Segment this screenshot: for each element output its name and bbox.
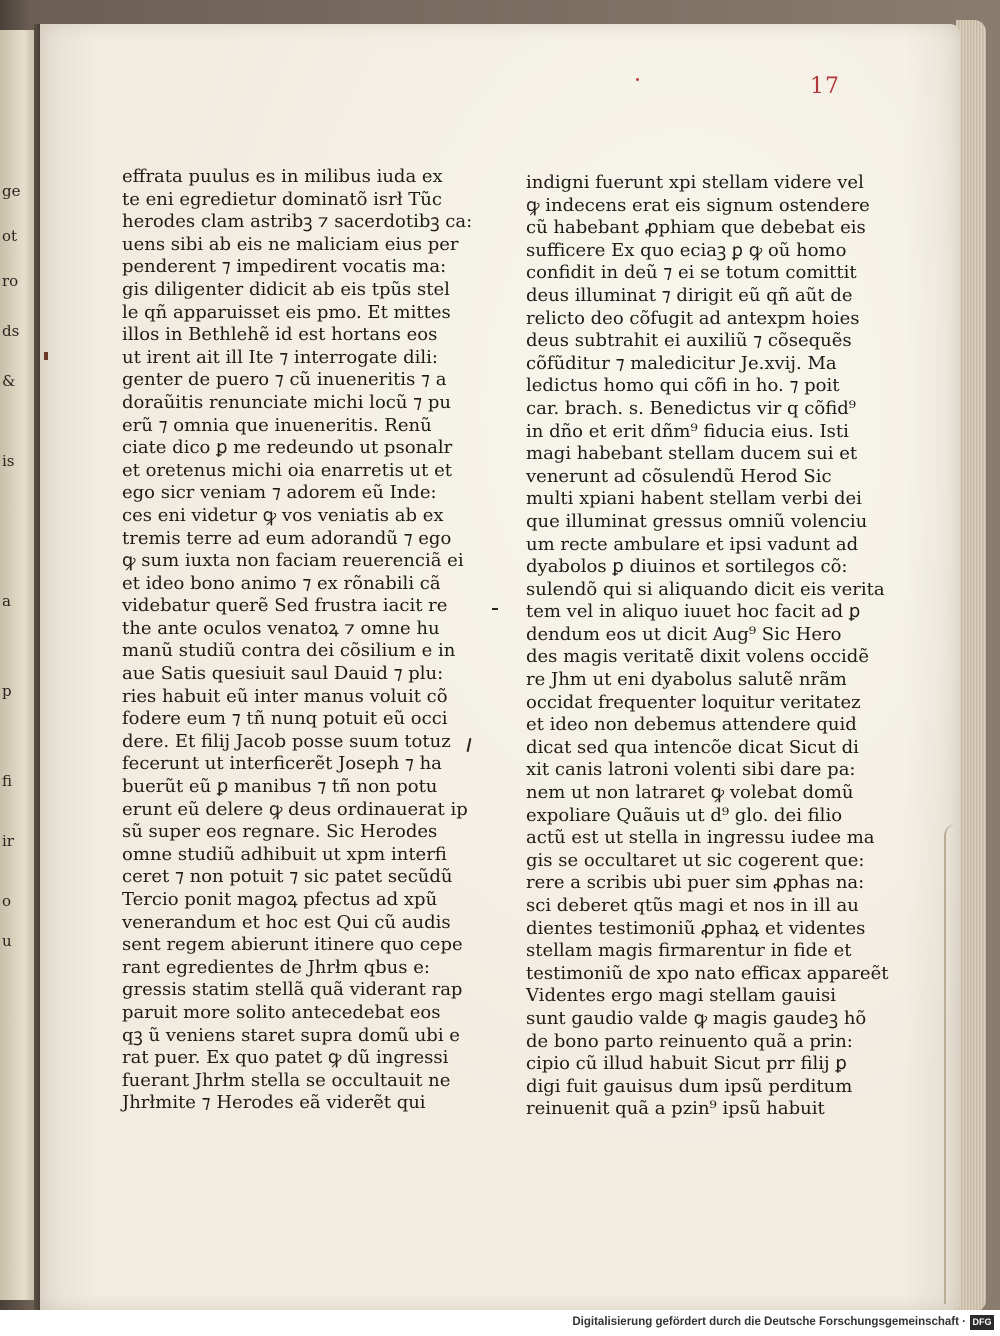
text-line: genter de puero ⁊ cũ inueneritis ⁊ a <box>122 369 447 391</box>
text-line: deus illuminat ⁊ dirigit eũ qñ aũt de <box>526 284 853 306</box>
text-line: ces eni videtur ꝙ vos veniatis ab ex <box>122 504 444 526</box>
ink-fleck <box>492 608 498 610</box>
text-line: rat puer. Ex quo patet ꝙ dũ ingressi <box>122 1047 449 1069</box>
text-line: tem vel in aliquo iuuet hoc facit ad ꝑ <box>526 601 861 623</box>
facing-page-fragment: ro <box>2 272 19 290</box>
facing-page-fragment: u <box>2 932 12 950</box>
text-line: que illuminat gressus omniũ volenciu <box>526 510 868 532</box>
text-line: dyabolos ꝑ diuinos et sortilegos cõ: <box>526 556 848 578</box>
text-line: fecerunt ut interficerẽt Joseph ⁊ ha <box>122 753 442 775</box>
text-line: rere a scribis ubi puer sim ꝓphas na: <box>526 872 865 894</box>
text-line: deus subtrahit ei auxiliũ ⁊ cõsequẽs <box>526 330 852 352</box>
text-line: fuerant Jhrłm stella se occultauit ne <box>122 1069 451 1091</box>
text-line: ledictus homo qui cõfi in ho. ⁊ poit <box>526 375 840 397</box>
text-line: aue Satis quesiuit saul Dauid ⁊ plu: <box>122 663 444 685</box>
text-line: sulendõ qui si aliquando dicit eis verita <box>526 578 885 600</box>
page-fold-corner <box>944 824 960 1304</box>
rubric-mark <box>636 78 639 81</box>
text-line: the ante oculos venatoꝝ ⁊ omne hu <box>122 617 440 639</box>
text-line: sci deberet qtũs magi et nos in ill au <box>526 895 859 916</box>
footer-bar <box>0 1310 1000 1336</box>
text-line: um recte ambulare et ipsi vadunt ad <box>526 533 859 555</box>
text-line: sent regem abierunt itinere quo cepe <box>122 934 463 956</box>
facing-page-fragment: fi <box>2 772 13 790</box>
text-line: dientes testimoniũ ꝓphaꝝ et videntes <box>526 917 866 939</box>
text-line: erũ ⁊ omnia que inueneritis. Renũ <box>122 414 432 436</box>
facing-page-fragment: p <box>2 682 12 700</box>
text-line: car. brach. s. Benedictus vir q cõfid⁹ <box>526 397 856 419</box>
text-line: ego sicr veniam ⁊ adorem eũ Inde: <box>122 482 437 504</box>
text-line: confidit in deũ ⁊ ei se totum comittit <box>526 262 857 284</box>
ink-fleck <box>44 352 48 360</box>
text-line: sufficere Ex quo eciaꝫ ꝑ ꝙ oũ homo <box>526 239 847 261</box>
funding-notice: Digitalisierung gefördert durch die Deutsche Forschungsgemeinschaft · <box>572 1316 966 1328</box>
text-line: manũ studiũ contra dei cõsilium e in <box>122 640 456 662</box>
text-line: dicat sed qua intencõe dicat Sicut di <box>526 736 859 758</box>
facing-page-fragment: ir <box>2 832 14 850</box>
text-line: venerandum et hoc est Qui cũ audis <box>122 911 451 933</box>
text-line: occidat frequenter loquitur veritatez <box>526 691 861 713</box>
text-line: et ideo bono animo ⁊ ex rõnabili cã <box>122 572 441 594</box>
text-line: sunt gaudio valde ꝙ magis gaudeꝫ hõ <box>526 1007 867 1029</box>
text-line: cipio cũ illud habuit Sicut prr filij ꝑ <box>526 1053 847 1075</box>
text-line: buerũt eũ ꝑ manibus ⁊ tñ non potu <box>122 776 438 798</box>
text-line: Videntes ergo magi stellam gauisi <box>526 985 836 1007</box>
text-line: rant egredientes de Jhrłm qbus e: <box>122 956 430 978</box>
text-line: sũ super eos regnare. Sic Herodes <box>122 821 438 843</box>
facing-page-fragment: & <box>2 372 16 390</box>
text-line: actũ est ut stella in ingressu iudee ma <box>526 827 875 849</box>
facing-page-fragment: ds <box>2 322 20 340</box>
text-line: digi fuit gauisus dum ipsũ perditum <box>526 1075 853 1097</box>
text-line: penderent ⁊ impedirent vocatis ma: <box>122 256 447 278</box>
dfg-logo: DFG <box>970 1315 994 1330</box>
text-line: doraũitis renunciate michi locũ ⁊ pu <box>122 391 451 413</box>
text-line: gis diligenter didicit ab eis tpũs stel <box>122 278 450 300</box>
text-line: et oretenus michi oia enarretis ut et <box>122 459 452 481</box>
facing-page-fragment: is <box>2 452 15 470</box>
text-line: multi xpiani habent stellam verbi dei <box>526 488 862 510</box>
facing-page-fragment: a <box>2 592 11 610</box>
text-line: Tercio ponit magoꝝ pfectus ad xpũ <box>122 889 438 910</box>
text-line: de bono parto reinuento quã a prin: <box>526 1030 853 1052</box>
text-line: effrata puulus es in milibus iuda ex <box>122 166 443 187</box>
left-text-column <box>122 166 473 1115</box>
text-line: uens sibi ab eis ne maliciam eius per <box>122 233 459 255</box>
text-line: Jhrłmite ⁊ Herodes eã viderẽt qui <box>122 1092 426 1114</box>
facing-page-fragment: ot <box>2 227 18 245</box>
text-line: cõfũditur ⁊ maledicitur Je.xvij. Ma <box>526 352 837 374</box>
right-text-column <box>526 172 889 1121</box>
text-line: dere. Et filij Jacob posse suum totuz <box>122 730 451 752</box>
text-line: testimoniũ de xpo nato efficax appareẽt <box>526 962 889 984</box>
text-line: tremis terre ad eum adorandũ ⁊ ego <box>122 527 452 549</box>
text-line: reinuenit quã a pzin⁹ ipsũ habuit <box>526 1098 825 1120</box>
text-line: paruit more solito antecedebat eos <box>122 1001 441 1023</box>
text-line: expoliare Quãuis ut d⁹ glo. dei filio <box>526 804 843 826</box>
text-line: le qñ apparuisset eis pmo. Et mittes <box>122 301 451 323</box>
text-line: xit canis latroni volenti sibi dare pa: <box>526 759 856 781</box>
text-line: fodere eum ⁊ tñ nunq potuit eũ occi <box>122 708 448 730</box>
text-line: videbatur querẽ Sed frustra iacit re <box>122 595 448 617</box>
text-line: herodes clam astribꝫ ⁊ sacerdotibꝫ ca: <box>122 211 473 233</box>
text-line: ceret ⁊ non potuit ⁊ sic patet secũdũ <box>122 866 453 888</box>
text-line: stellam magis firmarentur in fide et <box>526 940 852 962</box>
text-line: ꝙ indecens erat eis signum ostendere <box>526 194 870 216</box>
text-line: relicto deo cõfugit ad antexpm hoies <box>526 307 860 329</box>
page-stack-edge <box>956 20 986 1312</box>
text-line: cũ habebant ꝓphiam que debebat eis <box>526 217 866 239</box>
text-line: venerunt ad cõsulendũ Herod Sic <box>526 465 832 487</box>
facing-page-fragment: ge <box>2 182 21 200</box>
text-line: et ideo non debemus attendere quid <box>526 714 857 736</box>
facing-page-fragment: o <box>2 892 12 910</box>
text-line: in dño et erit dñm⁹ fiducia eius. Isti <box>526 420 849 442</box>
text-line: re Jhm ut eni dyabolus salutẽ nrãm <box>526 669 847 691</box>
text-line: gis se occultaret ut sic cogerent que: <box>526 849 865 871</box>
text-line: nem ut non latraret ꝙ volebat domũ <box>526 782 854 804</box>
text-line: te eni egredietur dominatõ isrł Tũc <box>122 188 442 210</box>
text-line: des magis veritatẽ dixit volens occidẽ <box>526 646 869 668</box>
text-line: erunt eũ delere ꝙ deus ordinauerat ip <box>122 798 468 820</box>
text-line: ut irent ait ill Ite ⁊ interrogate dili: <box>122 346 438 368</box>
text-line: illos in Bethlehẽ id est hortans eos <box>122 324 438 346</box>
text-line: dendum eos ut dicit Aug⁹ Sic Hero <box>526 623 842 645</box>
text-line: qꝫ ũ veniens staret supra domũ ubi e <box>122 1024 460 1046</box>
folio-number: 17 <box>810 74 840 99</box>
text-line: gressis statim stellã quã viderant rap <box>122 979 463 1001</box>
text-line: ciate dico ꝑ me redeundo ut psonalr <box>122 437 453 459</box>
text-line: omne studiũ adhibuit ut xpm interfi <box>122 843 447 865</box>
text-line: magi habebant stellam ducem sui et <box>526 443 858 465</box>
text-line: ꝙ sum iuxta non faciam reuerenciã ei <box>122 550 464 572</box>
text-line: indigni fuerunt xpi stellam videre vel <box>526 172 864 193</box>
text-line: ries habuit eũ inter manus voluit cõ <box>122 685 448 707</box>
